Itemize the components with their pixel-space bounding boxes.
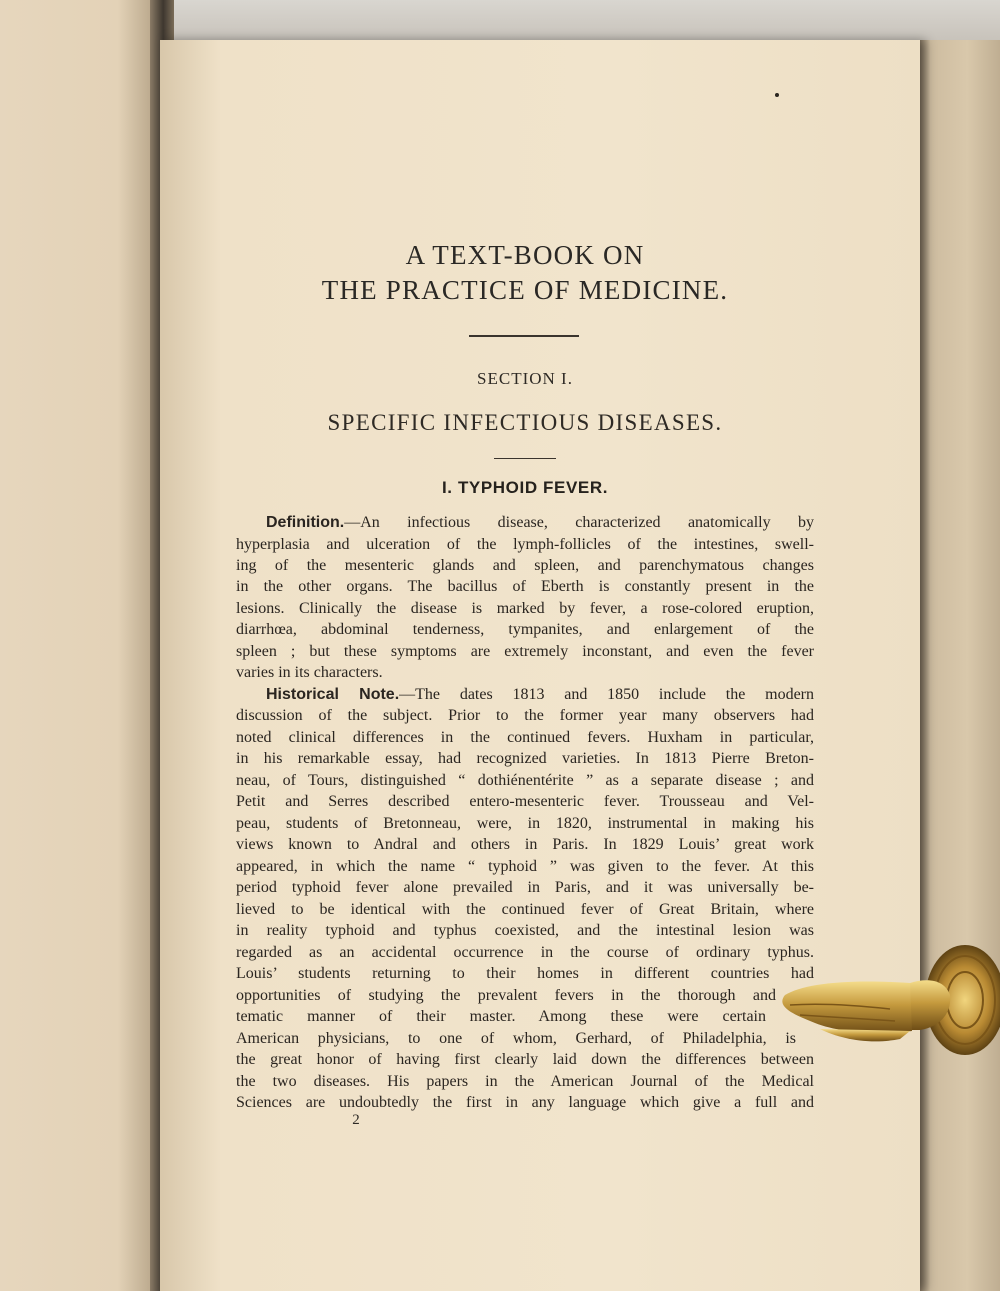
paragraph-line: Definition.—An infectious disease, characterized anatomically by [266, 514, 814, 531]
left-page [0, 0, 168, 1291]
historical-note-heading: Historical Note. [266, 686, 400, 703]
paragraph-line: regarded as an accidental occurrence in the course of ordinary typhus. [236, 944, 814, 961]
paragraph-line: Historical Note.—The dates 1813 and 1850 include the modern [266, 686, 815, 703]
paragraph-line: in reality typhoid and typhus coexisted, and the intestinal lesion was [236, 922, 814, 939]
ink-speck [775, 93, 779, 97]
paragraph-line: views known to Andral and others in Paris. In 1829 Louis’ great work [236, 836, 814, 853]
paragraph-line: tematic manner of their master. Among these were certain [236, 1008, 766, 1025]
paragraph-line: hyperplasia and ulceration of the lymph-follicles of the intestines, swell- [236, 536, 814, 553]
section-title: SPECIFIC INFECTIOUS DISEASES. [327, 410, 723, 435]
paragraph-line: the great honor of having first clearly laid down the differences between [236, 1051, 814, 1068]
paragraph-line: opportunities of studying the prevalent fevers in the thorough and [236, 987, 776, 1004]
paragraph-line: noted clinical differences in the continued fevers. Huxham in particular, [236, 729, 814, 746]
book-title-line-2: THE PRACTICE OF MEDICINE. [321, 275, 729, 305]
paragraph-line: Louis’ students returning to their homes in different countries had [236, 965, 814, 982]
paragraph-line: discussion of the subject. Prior to the former year many observers had [236, 707, 814, 724]
paragraph-line: lesions. Clinically the disease is marked by fever, a rose-colored eruption, [236, 600, 814, 617]
brass-hand-bookmark [760, 935, 1000, 1085]
paragraph-line: appeared, in which the name “ typhoid ” was given to the fever. At this [236, 858, 814, 875]
paragraph-line: Petit and Serres described entero-mesenteric fever. Trousseau and Vel- [236, 793, 814, 810]
paragraph-line: in his remarkable essay, had recognized varieties. In 1813 Pierre Breton- [236, 750, 814, 767]
book-title-line-1: A TEXT-BOOK ON [405, 240, 645, 270]
paragraph-line: American physicians, to one of whom, Gerhard, of Philadelphia, is [236, 1030, 796, 1047]
page-edges [918, 40, 1000, 1291]
paragraph-line: Sciences are undoubtedly the first in any language which give a full and [236, 1094, 814, 1111]
paragraph-line: period typhoid fever alone prevailed in Paris, and it was universally be- [236, 879, 814, 896]
page-number: 2 [352, 1112, 360, 1128]
section-number: SECTION I. [477, 369, 573, 388]
background-top [168, 0, 1000, 40]
paragraph-line: diarrhœa, abdominal tenderness, tympanites, and enlargement of the [236, 621, 814, 638]
paragraph-line: ing of the mesenteric glands and spleen, and parenchymatous changes [236, 557, 814, 574]
paragraph-line: lieved to be identical with the continued fever of Great Britain, where [236, 901, 814, 918]
paragraph-line: in the other organs. The bacillus of Eberth is constantly present in the [236, 578, 814, 595]
section-rule [494, 458, 556, 459]
chapter-title: I. TYPHOID FEVER. [441, 478, 609, 497]
paragraph-line: varies in its characters. [236, 664, 383, 681]
paragraph-line: spleen ; but these symptoms are extremely inconstant, and even the fever [236, 643, 814, 660]
title-rule [469, 335, 579, 337]
paragraph-line: peau, students of Bretonneau, were, in 1820, instrumental in making his [236, 815, 814, 832]
paragraph-line: neau, of Tours, distinguished “ dothiénentérite ” as a separate disease ; and [236, 772, 814, 789]
paragraph-line: the two diseases. His papers in the American Journal of the Medical [236, 1073, 814, 1090]
definition-heading: Definition. [266, 514, 345, 531]
